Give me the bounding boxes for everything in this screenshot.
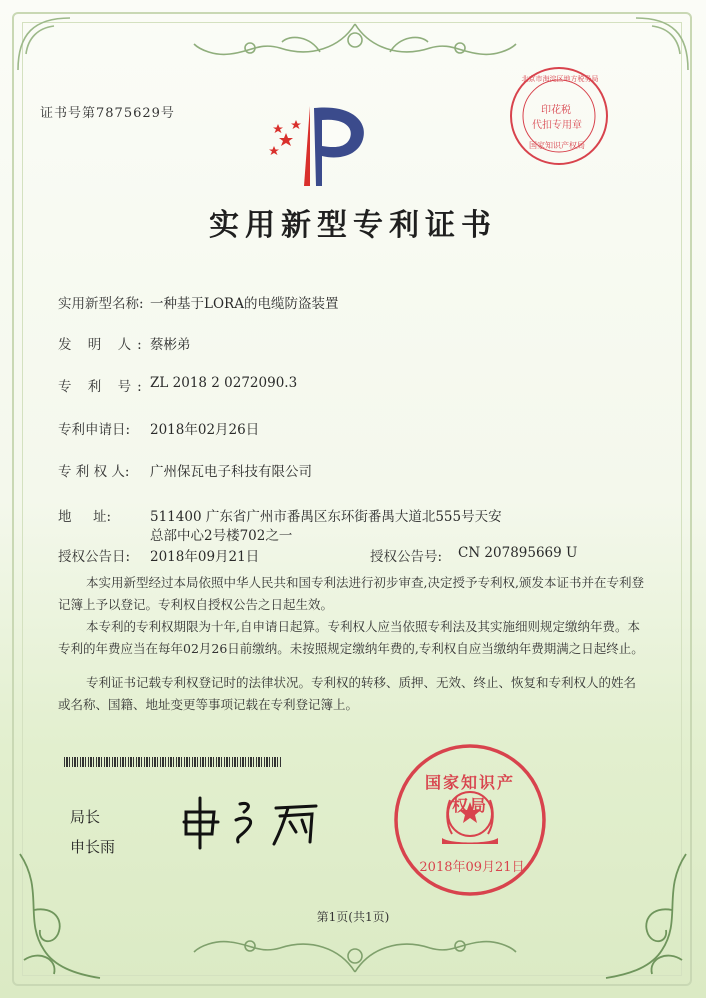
director-title: 局长 — [70, 808, 101, 826]
corner-ornament-tl — [14, 14, 74, 74]
page-footer: 第1页(共1页) — [316, 910, 390, 924]
inventor-label: 发 明 人: — [58, 337, 148, 353]
tax-stamp-outer: 北京市海淀区地方税务局 — [521, 75, 599, 83]
paragraph-2: 本专利的专利权期限为十年,自申请日起算。专利权人应当依照专利法及其实施细则规定缴纳年费。本专利的年费应当在每年02月26日前缴纳。未按照规定缴纳年费的,专利权自应当缴纳年费期满之日起终止。 — [58, 619, 644, 656]
director-name: 申长雨 — [70, 838, 116, 856]
director-signature — [178, 792, 338, 852]
grant-number-label: 授权公告号: — [370, 549, 443, 565]
tax-stamp-inner-1: 印花税 — [541, 105, 571, 116]
patent-number-label: 专 利 号: — [58, 379, 148, 395]
address-label: 地 址: — [58, 509, 112, 525]
utility-name-value: 一种基于LORA的电缆防盗装置 — [150, 296, 339, 312]
seal-arc-text: 国家知识产权局 — [424, 773, 515, 815]
patentee-value: 广州保瓦电子科技有限公司 — [150, 464, 312, 480]
patentee-label: 专 利 权 人: — [58, 464, 130, 480]
inventor-value: 蔡彬弟 — [150, 337, 191, 353]
filing-date-value: 2018年02月26日 — [150, 422, 260, 438]
barcode — [64, 757, 282, 767]
tax-stamp-bottom: 国家知识产权局 — [529, 141, 585, 150]
certificate-number: 证书号第7875629号 — [40, 106, 175, 121]
patent-number-value: ZL 2018 2 0272090.3 — [150, 375, 298, 391]
grant-number-value: CN 207895669 U — [458, 545, 578, 561]
grant-date-value: 2018年09月21日 — [150, 549, 260, 565]
tax-stamp-inner-2: 代扣专用章 — [532, 120, 582, 131]
cnipa-logo-icon — [262, 98, 377, 193]
corner-ornament-tr — [632, 14, 692, 74]
paragraph-1: 本实用新型经过本局依照中华人民共和国专利法进行初步审查,决定授予专利权,颁发本证书并在专利登记簿上予以登记。专利权自授权公告之日起生效。 — [58, 575, 644, 612]
top-ornament — [190, 18, 520, 66]
utility-name-label: 实用新型名称: — [58, 296, 144, 312]
filing-date-label: 专利申请日: — [58, 422, 131, 438]
address-line-2: 总部中心2号楼702之一 — [150, 528, 293, 544]
certificate-title: 实用新型专利证书 — [209, 208, 497, 243]
seal-date: 2018年09月21日 — [419, 860, 525, 875]
grant-date-label: 授权公告日: — [58, 549, 131, 565]
paragraph-3: 专利证书记载专利权登记时的法律状况。专利权的转移、质押、无效、终止、恢复和专利权人的姓名或名称、国籍、地址变更等事项记载在专利登记簿上。 — [58, 675, 637, 712]
address-line-1: 511400 广东省广州市番禺区东环街番禺大道北555号天安 — [150, 509, 502, 525]
bottom-ornament — [190, 928, 520, 978]
official-seal — [390, 740, 550, 900]
